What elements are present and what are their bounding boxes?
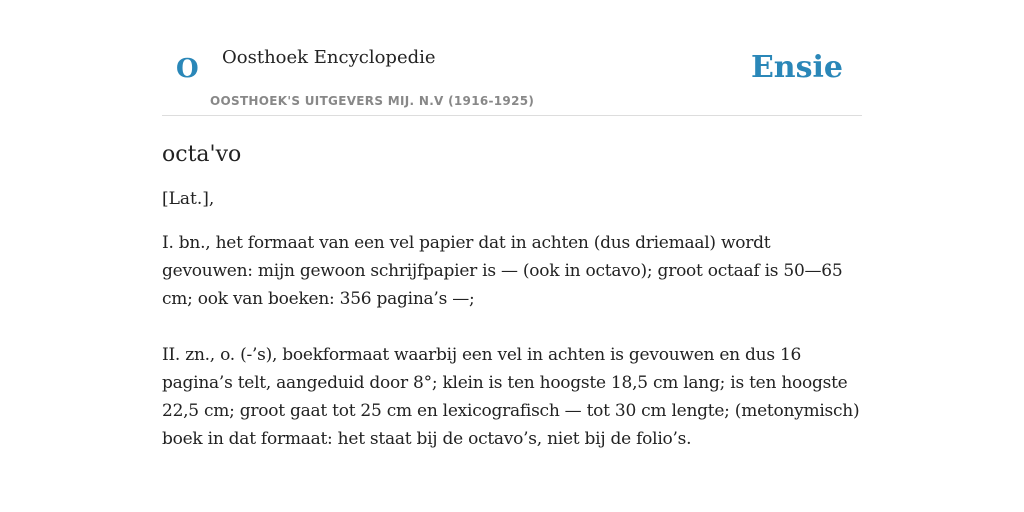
publisher-label: OOSTHOEK'S UITGEVERS MIJ. N.V (1916-1925) xyxy=(210,94,535,108)
page xyxy=(162,0,862,453)
book-logo[interactable]: O xyxy=(176,54,199,84)
entry-sense-1: I. bn., het formaat van een vel papier dat in achten (dus driemaal) wordt gevouwen: mijn gewoon schrijfpapier is — (ook in octavo); groot octaaf is 50—65 cm; ook van boeken: 356 pagina’s —; xyxy=(162,233,843,309)
entry-headword: octa'vo xyxy=(162,142,242,167)
book-title-link[interactable]: Oosthoek Encyclopedie xyxy=(222,47,436,68)
header xyxy=(162,44,862,116)
ensie-logo-link[interactable]: Ensie xyxy=(750,50,843,85)
entry-etymology: [Lat.], xyxy=(162,189,215,209)
entry-sense-2: II. zn., o. (-’s), boekformaat waarbij een vel in achten is gevouwen en dus 16 pagina’s telt, aangeduid door 8°; klein is ten hoogste 18,5 cm lang; is ten hoogste 22,5 cm; groot gaat tot 25 cm en lexicografisch — tot 30 cm lengte; (metonymisch) boek in dat formaat: het staat bij de octavo’s, niet bij de folio’s. xyxy=(162,345,860,449)
entry-body xyxy=(162,229,862,453)
